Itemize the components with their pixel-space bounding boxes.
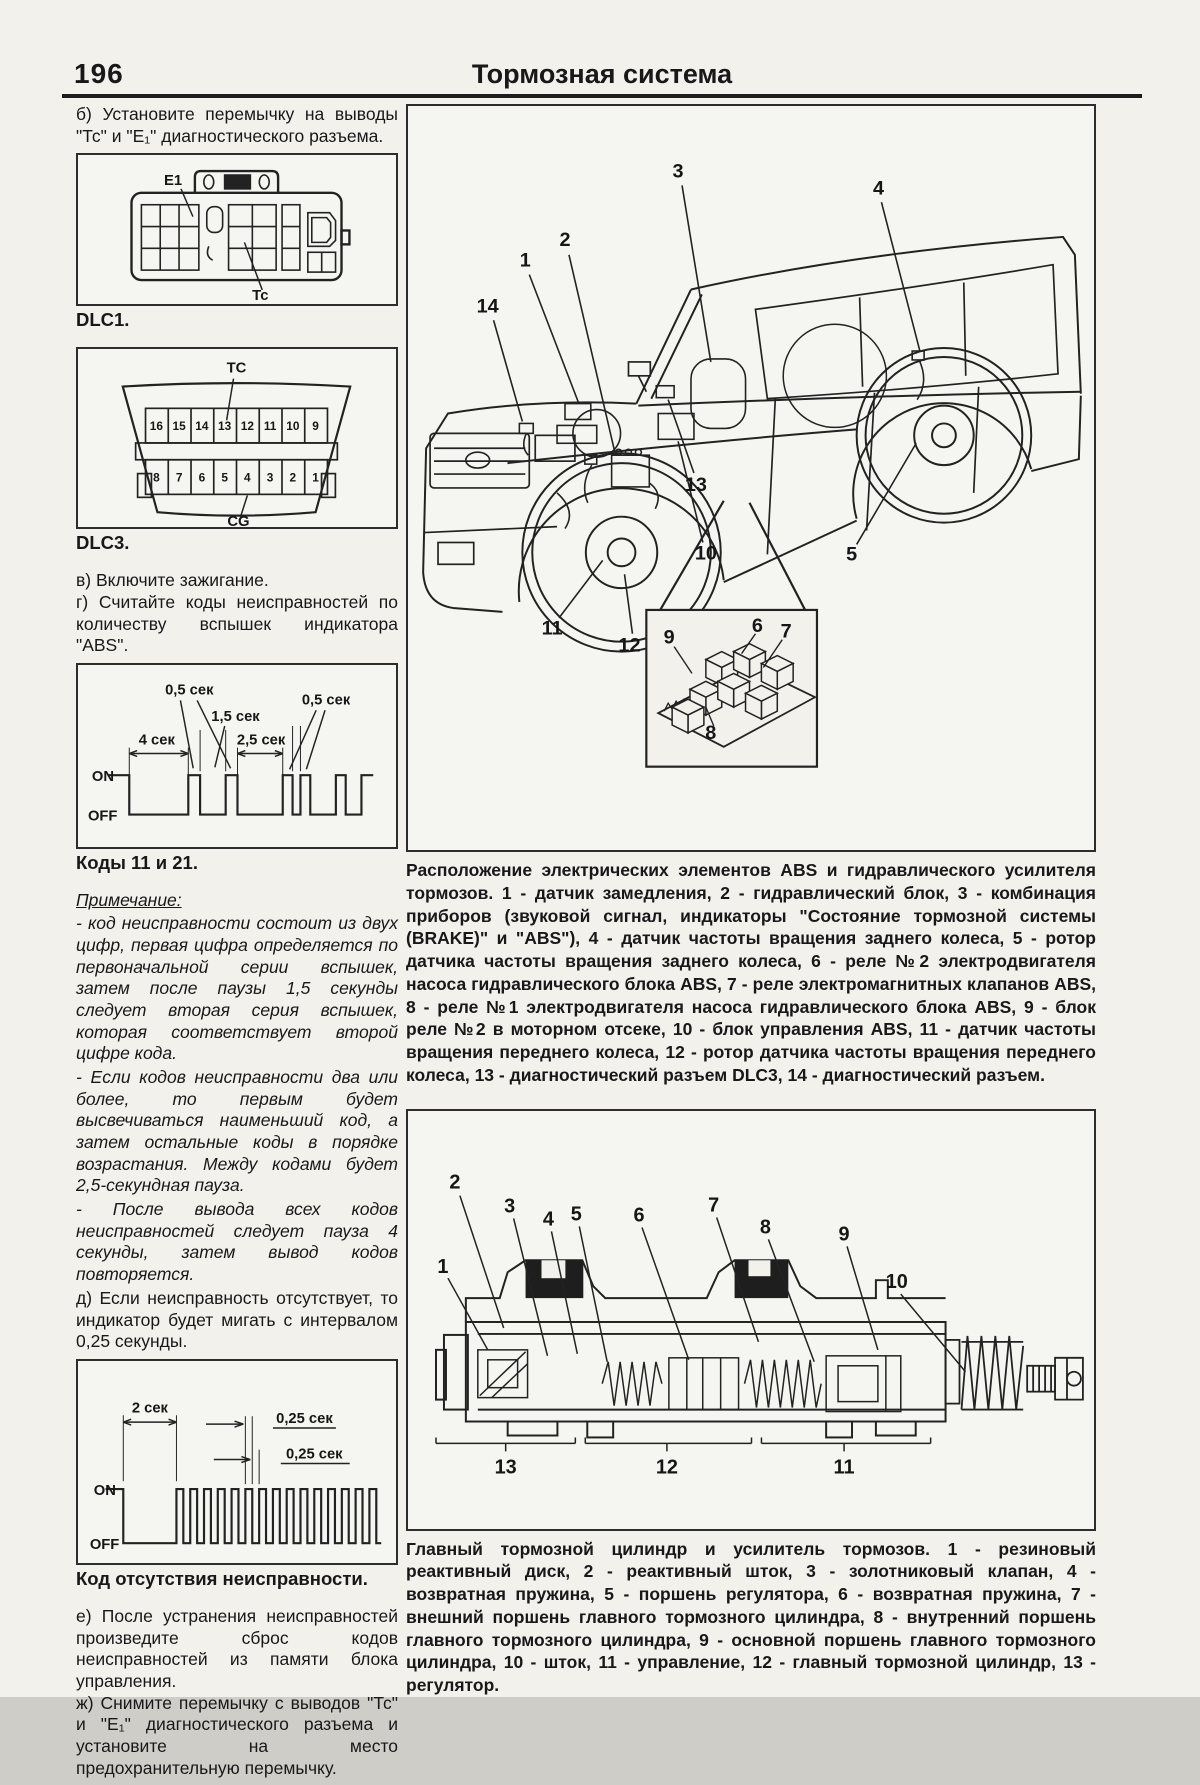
waveform-nofault-figure xyxy=(76,1359,398,1565)
step-zh-text: ж) Снимите перемычку с выводов "Тс" и "Е₁" диагностического разъема и установите на место предохранительную перемычку. xyxy=(76,1692,398,1778)
svg-text:10: 10 xyxy=(694,542,717,565)
dlc1-connector-drawing xyxy=(78,155,395,304)
note-item: - Если кодов неисправности два или более, то первым будет высвечиваться наименьший код, а затем остальные коды в порядке возрастания. Между кодами будет 2,5-секундная пауза. xyxy=(76,1066,398,1196)
waveform-signal xyxy=(108,775,374,814)
svg-text:4: 4 xyxy=(542,1207,554,1230)
svg-text:7: 7 xyxy=(780,620,792,643)
svg-text:2: 2 xyxy=(559,228,571,251)
page-header xyxy=(62,50,1142,98)
svg-text:10: 10 xyxy=(286,419,300,434)
note-item: - После вывода всех кодов неисправностей следует пауза 4 секунды, затем вывод кодов повторяется. xyxy=(76,1199,398,1285)
left-column xyxy=(76,104,398,1785)
svg-text:5: 5 xyxy=(221,470,228,485)
abs-layout-drawing xyxy=(408,106,1093,850)
svg-text:16: 16 xyxy=(149,419,164,434)
svg-text:4: 4 xyxy=(872,177,884,200)
waveform-nofault-drawing xyxy=(78,1361,395,1563)
master-cylinder-caption: Главный тормозной цилиндр и усилитель тормозов. 1 - резиновый реактивный диск, 2 - реактивный шток, 3 - золотниковый клапан, 4 - возвратная пружина, 5 - поршень регулятора, 6 - возвратная пружина, 7 - внешний поршень главного тормозного цилиндра, 8 - внутренний поршень главного тормозного цилиндра, 9 - основной поршень главного тормозного цилиндра, 10 - шток, 11 - управление, 12 - главный тормозной цилиндр, 13 - регулятор. xyxy=(406,1538,1096,1695)
dlc3-pin-grid xyxy=(136,409,338,498)
svg-text:15: 15 xyxy=(172,419,186,434)
svg-text:1: 1 xyxy=(437,1255,449,1278)
right-column xyxy=(406,104,1096,1697)
svg-text:6: 6 xyxy=(633,1203,645,1226)
svg-text:3: 3 xyxy=(266,470,274,485)
dlc1-figure xyxy=(76,153,398,306)
wave1-05a-label: 0,5 сек xyxy=(165,682,214,699)
abs-layout-caption: Расположение электрических элементов ABS и гидравлического усилителя тормозов. 1 - датчик замедления, 2 - гидравлический блок, 3 - комбинация приборов (звуковой сигнал, индикаторы "Состояние тормозной системы (BRAKE)" и "ABS"), 4 - датчик частоты вращения заднего колеса, 5 - ротор датчика частоты вращения заднего колеса, 6 - реле №2 электродвигателя насоса гидравлического блока ABS, 7 - реле электромагнитных клапанов ABS, 8 - реле №1 электродвигателя насоса гидравлического блока ABS, 9 - блок реле №2 в моторном отсеке, 10 - блок управления ABS, 11 - датчик частоты вращения переднего колеса, 12 - ротор датчика частоты вращения переднего колеса, 13 - диагностический разъем DLC3, 14 - диагностический разъем. xyxy=(406,860,1096,1085)
svg-text:13: 13 xyxy=(684,473,707,496)
svg-text:2: 2 xyxy=(449,1171,461,1194)
cylinder-bottom-braces xyxy=(436,1437,931,1451)
svg-text:13: 13 xyxy=(218,419,232,434)
svg-text:13: 13 xyxy=(494,1455,517,1478)
step-e-text: е) После устранения неисправностей произведите сброс кодов неисправностей из памяти блока управления. xyxy=(76,1605,398,1691)
svg-text:11: 11 xyxy=(541,617,563,640)
master-cylinder-drawing xyxy=(408,1111,1093,1529)
suv-wheels xyxy=(522,324,1031,651)
wave2-025b-label: 0,25 сек xyxy=(285,1446,343,1463)
page-title: Тормозная система xyxy=(471,59,733,89)
waveform-codes-figure xyxy=(76,663,398,849)
dlc3-connector-outline xyxy=(123,383,350,516)
svg-text:3: 3 xyxy=(504,1195,516,1218)
note-item: - код неисправности состоит из двух цифр, первая цифра определяется по первоначальной серии вспышек, затем после паузы 1,5 секунды следует вторая серия вспышек, которая соответствует второй цифре кода. xyxy=(76,913,398,1064)
step-d-text: д) Если неисправность отсутствует, то индикатор будет мигать с интервалом 0,25 секунды. xyxy=(76,1287,398,1352)
note-heading: Примечание: xyxy=(76,890,182,911)
svg-text:6: 6 xyxy=(198,470,206,485)
wave2-025a-label: 0,25 сек xyxy=(276,1410,333,1427)
abs-layout-figure xyxy=(406,104,1096,852)
step-b-text: б) Установите перемычку на выводы "Тс" и "Е₁" диагностического разъема. xyxy=(76,104,398,146)
suv-windows-doors xyxy=(628,265,1058,555)
callout-leader-lines xyxy=(494,185,921,633)
waveform-codes-caption: Коды 11 и 21. xyxy=(76,852,198,874)
svg-text:5: 5 xyxy=(846,543,858,566)
svg-text:7: 7 xyxy=(708,1194,720,1217)
wave1-off-label: OFF xyxy=(87,808,118,825)
waveform-nofault-caption: Код отсутствия неисправности. xyxy=(76,1567,368,1589)
step-v-text: в) Включите зажигание. xyxy=(76,570,269,591)
wave1-05b-label: 0,5 сек xyxy=(301,692,351,709)
svg-text:1: 1 xyxy=(519,249,531,272)
svg-text:4: 4 xyxy=(244,470,251,485)
svg-text:11: 11 xyxy=(833,1455,855,1478)
svg-text:12: 12 xyxy=(655,1455,678,1478)
svg-text:5: 5 xyxy=(570,1202,582,1225)
svg-text:8: 8 xyxy=(153,470,160,485)
svg-text:1: 1 xyxy=(312,470,319,485)
svg-text:14: 14 xyxy=(195,419,209,434)
wave1-4s-label: 4 сек xyxy=(138,732,175,749)
svg-text:14: 14 xyxy=(476,295,499,318)
svg-text:9: 9 xyxy=(663,626,675,649)
dlc3-connector-drawing xyxy=(78,349,395,531)
step-g-text: г) Считайте коды неисправностей по количеству вспышек индикатора "ABS". xyxy=(76,592,398,656)
wave2-on-label: ON xyxy=(93,1482,116,1499)
dlc3-leader-lines xyxy=(227,379,248,517)
wave2-off-label: OFF xyxy=(89,1537,120,1554)
dlc1-connector-cells xyxy=(141,175,335,272)
cylinder-boot-and-rod xyxy=(946,1335,1083,1409)
svg-text:10: 10 xyxy=(885,1270,908,1293)
master-cylinder-figure xyxy=(406,1109,1096,1531)
dlc1-pin-tc-label: Тс xyxy=(252,288,269,305)
dlc3-cg-label: CG xyxy=(227,514,250,531)
dlc3-figure xyxy=(76,347,398,529)
svg-text:9: 9 xyxy=(838,1222,850,1245)
dlc3-tc-label: TC xyxy=(226,361,247,378)
svg-text:6: 6 xyxy=(751,614,763,637)
dlc1-pin-e1-label: E1 xyxy=(164,173,183,190)
svg-text:8: 8 xyxy=(705,721,717,744)
dlc3-label: DLC3. xyxy=(76,532,130,554)
svg-text:8: 8 xyxy=(759,1215,771,1238)
svg-text:11: 11 xyxy=(263,419,277,434)
svg-text:7: 7 xyxy=(175,470,183,485)
wave1-on-label: ON xyxy=(91,769,115,786)
wave1-15-label: 1,5 сек xyxy=(211,709,260,726)
dlc1-label: DLC1. xyxy=(76,309,130,331)
wave2-2s-label: 2 сек xyxy=(131,1400,168,1417)
svg-text:12: 12 xyxy=(618,634,641,657)
svg-text:9: 9 xyxy=(312,419,319,434)
page-number: 196 xyxy=(74,58,124,89)
wave1-25s-label: 2,5 сек xyxy=(236,732,286,749)
svg-text:2: 2 xyxy=(289,470,297,485)
engine-bay-components xyxy=(519,351,924,529)
waveform-signal xyxy=(106,1489,382,1543)
svg-text:3: 3 xyxy=(672,160,684,183)
waveform-codes-drawing xyxy=(78,665,395,847)
svg-text:12: 12 xyxy=(240,419,254,434)
suv-front-details xyxy=(424,433,575,564)
dlc3-top-pin-numbers xyxy=(150,419,320,433)
